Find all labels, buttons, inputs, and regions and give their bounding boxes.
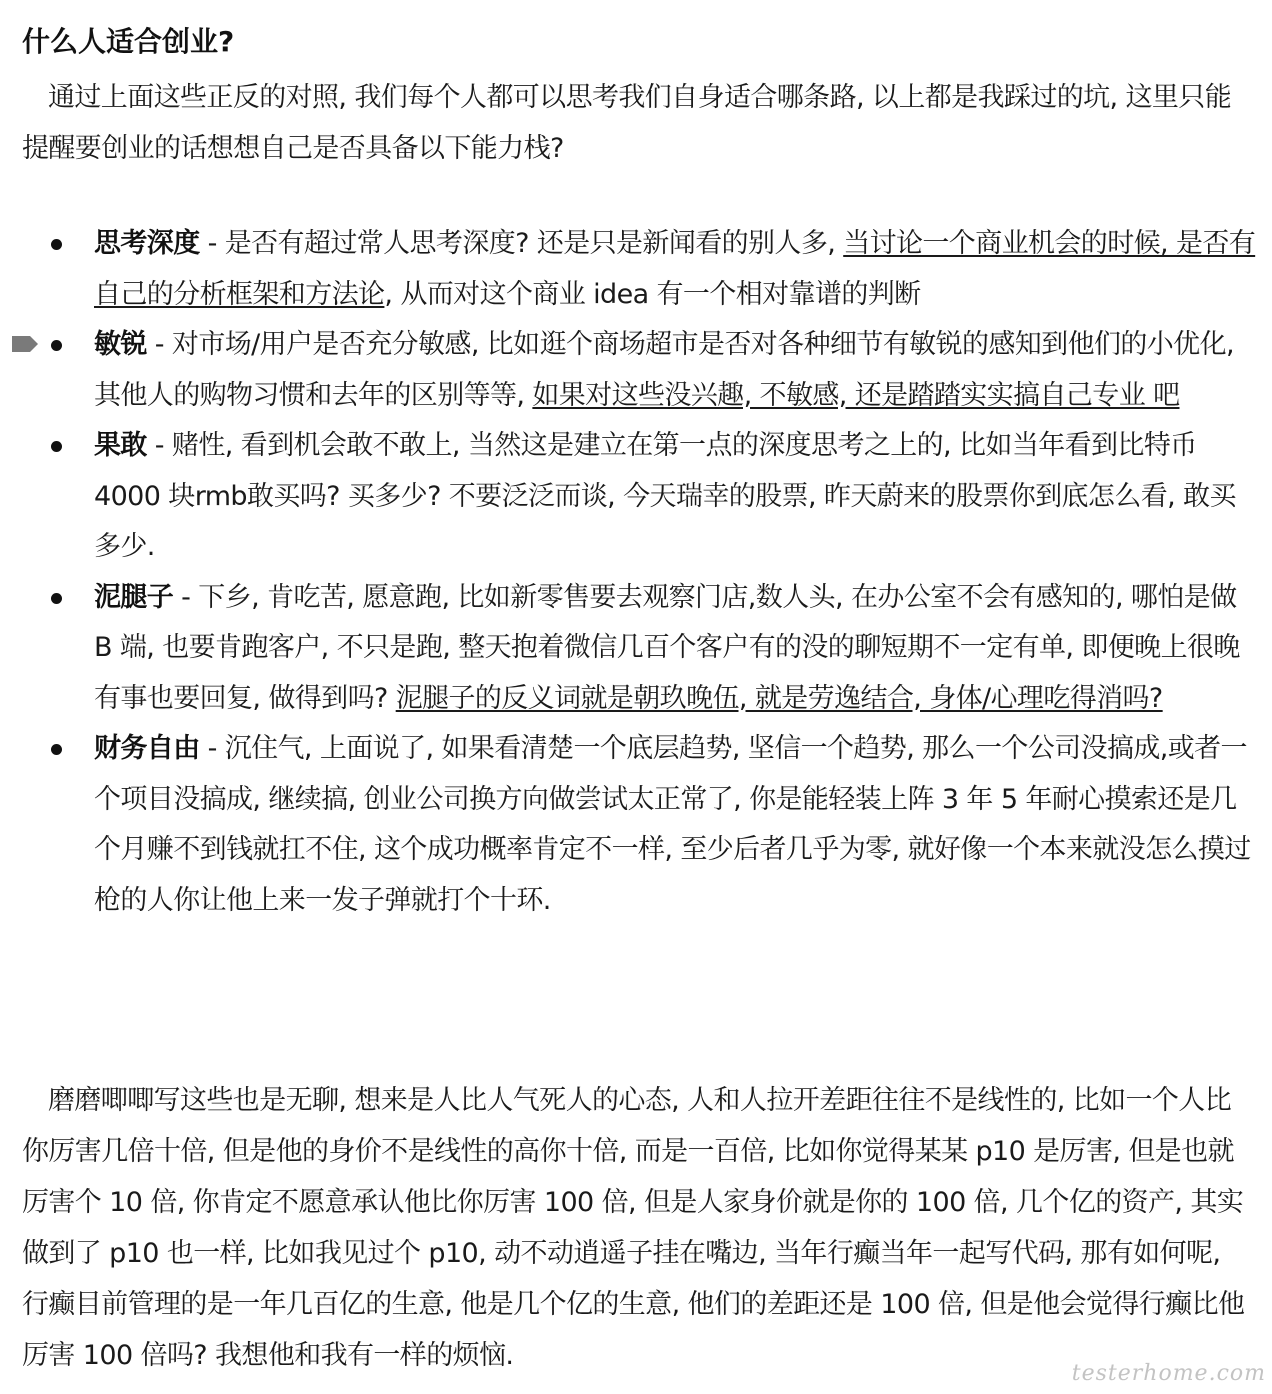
bullet-text: - 沉住气, 上面说了, 如果看清楚一个底层趋势, 坚信一个趋势, 那么一个公司没搞成,或者一个项目没搞成, 继续搞, 创业公司换方向做尝试太正常了, 你是能轻装上阵 3 年 5 年耐心摸索还是几个月赚不到钱就扛不住, 这个成功概率肯定不一样, 至少后者几乎为零, 就好像一个本来就没怎么摸过枪的人你让他上来一发子弹就打个十环.	[94, 733, 1251, 916]
list-item	[0, 421, 1272, 573]
closing-paragraph: 磨磨唧唧写这些也是无聊, 想来是人比人气死人的心态, 人和人拉开差距往往不是线性的, 比如一个人比你厉害几倍十倍, 但是他的身价不是线性的高你十倍, 而是一百倍, 比如你觉得某某 p10 是厉害, 但是也就厉害个 10 倍, 你肯定不愿意承认他比你厉害 100 倍, 但是人家身价就是你的 100 倍, 几个亿的资产, 其实做到了 p10 也一样, 比如我见过个 p10, 动不动逍遥子挂在嘴边, 当年行癫当年一起写代码, 那有如何呢, 行癫目前管理的是一年几百亿的生意, 他是几个亿的生意, 他们的差距还是 100 倍, 但是他会觉得行癫比他厉害 100 倍吗? 我想他和我有一样的烦恼.	[22, 1085, 1245, 1371]
bullet-dot-icon	[51, 340, 62, 351]
bullet-underlined-text: 如果对这些没兴趣, 不敏感, 还是踏踏实实搞自己专业 吧	[532, 379, 1180, 411]
bullet-term: 敏锐	[94, 329, 147, 360]
site-watermark: testerhome.com	[1071, 1361, 1266, 1386]
bullet-underlined-text: 当讨论一个商业机会的时候, 是否有自己的分析框架和方法论	[94, 228, 1256, 310]
bullet-dot-icon	[51, 744, 62, 755]
bullet-term: 思考深度	[94, 228, 200, 259]
bullet-term: 泥腿子	[94, 581, 174, 613]
intro-paragraph: 通过上面这些正反的对照, 我们每个人都可以思考我们自身适合哪条路, 以上都是我踩过的坑, 这里只能提醒要创业的话想想自己是否具备以下能力栈?	[22, 82, 1232, 164]
bullet-text: - 赌性, 看到机会敢不敢上, 当然这是建立在第一点的深度思考之上的, 比如当年看到比特币4000 块rmb敢买吗? 买多少? 不要泛泛而谈, 今天瑞幸的股票, 昨天蔚来的股票你到底怎么看, 敢买多少.	[94, 430, 1236, 562]
bullet-term: 财务自由	[94, 733, 200, 764]
bullet-text-tail: , 从而对这个商业 idea 有一个相对靠谱的判断	[384, 278, 921, 310]
list-item	[0, 320, 1272, 421]
bullet-dot-icon	[51, 239, 62, 250]
bullet-term: 果敢	[94, 430, 147, 461]
bullet-underlined-text: 泥腿子的反义词就是朝玖晚伍, 就是劳逸结合, 身体/心理吃得消吗?	[395, 682, 1163, 714]
section-title: 什么人适合创业?	[22, 25, 235, 58]
bullet-text: - 是否有超过常人思考深度? 还是只是新闻看的别人多,	[199, 228, 844, 259]
ability-list	[0, 219, 1272, 926]
bullet-dot-icon	[51, 593, 62, 604]
bullet-text: - 对市场/用户是否充分敏感, 比如逛个商场超市是否对各种细节有敏锐的感知到他们的小优化, 其他人的购物习惯和去年的区别等等,	[94, 329, 1234, 411]
bullet-text: - 下乡, 肯吃苦, 愿意跑, 比如新零售要去观察门店,数人头, 在办公室不会有感知的, 哪怕是做 B 端, 也要肯跑客户, 不只是跑, 整天抱着微信几百个客户有的没的聊短期不一定有单, 即便晚上很晚有事也要回复, 做得到吗?	[94, 581, 1240, 714]
list-item	[0, 724, 1272, 926]
list-item	[0, 219, 1272, 320]
list-item	[0, 573, 1272, 725]
bullet-dot-icon	[51, 441, 62, 452]
